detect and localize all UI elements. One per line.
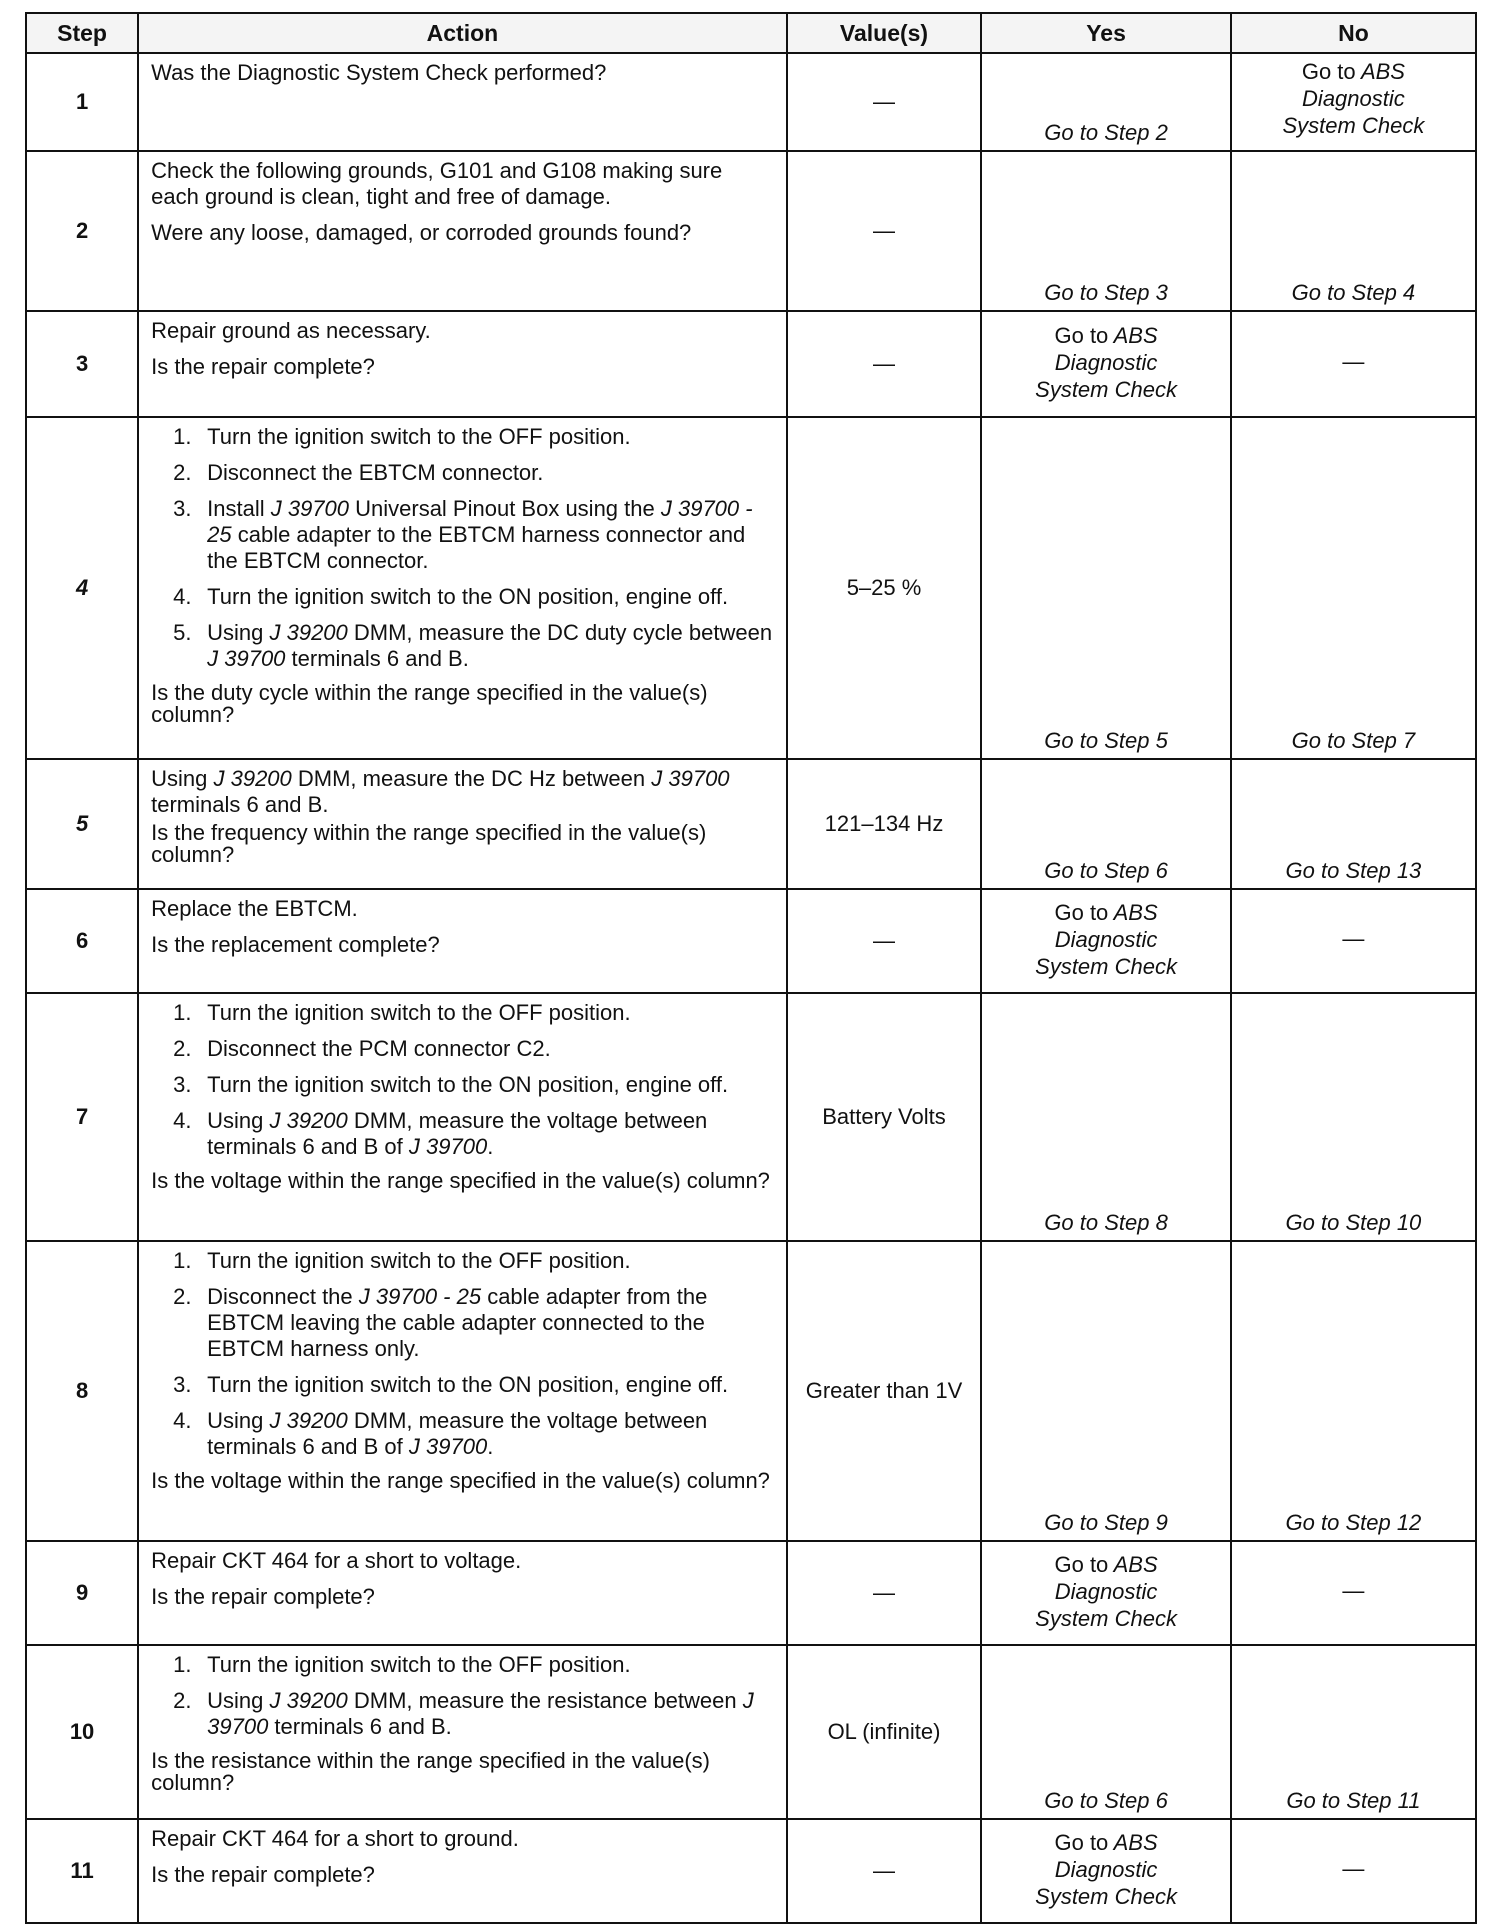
table-row: [26, 1645, 1476, 1819]
no-cell: [1231, 417, 1476, 759]
no-dash: —: [1342, 349, 1365, 374]
yes-cell: [981, 311, 1231, 417]
action-question: Is the voltage within the range specified in the value(s) column?: [151, 1468, 770, 1493]
list-item: 1. Turn the ignition switch to the OFF position.: [173, 1000, 631, 1025]
action-question: Is the resistance within the range specified in the value(s) column?: [151, 1748, 710, 1795]
list-item: 3. Turn the ignition switch to the ON position, engine off.: [173, 1072, 729, 1097]
yes-link[interactable]: Go to Step 5: [1044, 728, 1168, 753]
action-cell: [138, 151, 787, 311]
action-text: Was the Diagnostic System Check performed?: [151, 60, 607, 85]
procedure-list: [151, 1652, 776, 1740]
value-cell: [787, 1541, 982, 1645]
value-cell: OL (infinite): [787, 1645, 982, 1819]
yes-link[interactable]: Go to Step 9: [1044, 1510, 1168, 1535]
list-item: 4. Using J 39200 DMM, measure the voltage between terminals 6 and B of J 39700.: [173, 1408, 708, 1459]
yes-cell: [981, 1645, 1231, 1819]
value-dash: —: [873, 218, 895, 243]
value-dash: —: [873, 1858, 895, 1883]
no-dash: —: [1342, 926, 1365, 951]
action-question: Is the repair complete?: [151, 1584, 375, 1609]
yes-link[interactable]: Go to ABS Diagnostic System Check: [1035, 1551, 1177, 1631]
action-cell: [138, 1241, 787, 1541]
yes-link[interactable]: Go to ABS Diagnostic System Check: [1035, 1829, 1177, 1909]
step-number: 10: [26, 1645, 138, 1819]
no-dash: —: [1342, 1578, 1365, 1603]
action-question: Were any loose, damaged, or corroded grounds found?: [151, 220, 692, 245]
action-cell: [138, 1645, 787, 1819]
value-dash: —: [873, 351, 895, 376]
yes-link[interactable]: Go to Step 2: [1044, 120, 1168, 145]
step-number: 6: [26, 889, 138, 993]
action-cell: [138, 311, 787, 417]
action-text: Repair CKT 464 for a short to ground.: [151, 1826, 519, 1851]
table-row: [26, 889, 1476, 993]
table-row: [26, 1241, 1476, 1541]
value-cell: [787, 151, 982, 311]
no-cell: [1231, 1241, 1476, 1541]
value-cell: 5–25 %: [787, 417, 982, 759]
no-cell: [1231, 759, 1476, 889]
table-row: [26, 1819, 1476, 1923]
action-text: Repair CKT 464 for a short to voltage.: [151, 1548, 522, 1573]
yes-link[interactable]: Go to Step 8: [1044, 1210, 1168, 1235]
step-number: 5: [26, 759, 138, 889]
yes-cell: [981, 53, 1231, 151]
action-cell: [138, 53, 787, 151]
yes-cell: [981, 417, 1231, 759]
action-cell: [138, 1541, 787, 1645]
no-link[interactable]: Go to Step 10: [1285, 1210, 1422, 1235]
list-item: 2. Disconnect the J 39700 - 25 cable adapter from the EBTCM leaving the cable adapter connected to the EBTCM harness only.: [173, 1284, 708, 1361]
action-cell: [138, 1819, 787, 1923]
action-question: Is the duty cycle within the range specified in the value(s) column?: [151, 680, 708, 727]
step-number: 3: [26, 311, 138, 417]
table-row: [26, 759, 1476, 889]
step-number: 11: [26, 1819, 138, 1923]
value-cell: [787, 1819, 982, 1923]
action-text: Repair ground as necessary.: [151, 318, 431, 343]
action-question: Is the frequency within the range specified in the value(s) column?: [151, 820, 707, 867]
table-row: [26, 311, 1476, 417]
action-question: Is the repair complete?: [151, 1862, 375, 1887]
table-row: [26, 151, 1476, 311]
list-item: 2. Disconnect the EBTCM connector.: [173, 460, 544, 485]
procedure-list: [151, 424, 776, 672]
list-item: 5. Using J 39200 DMM, measure the DC duty cycle between J 39700 terminals 6 and B.: [173, 620, 773, 671]
no-cell: [1231, 993, 1476, 1241]
list-item: 3. Install J 39700 Universal Pinout Box using the J 39700 - 25 cable adapter to the EBTCM harness connector and the EBTCM connector.: [173, 496, 753, 573]
action-cell: [138, 759, 787, 889]
action-question: Is the replacement complete?: [151, 932, 440, 957]
header-action: Action: [138, 13, 787, 53]
value-dash: —: [873, 928, 895, 953]
no-cell: [1231, 311, 1476, 417]
no-cell: [1231, 1819, 1476, 1923]
step-number: 2: [26, 151, 138, 311]
action-question: Is the repair complete?: [151, 354, 375, 379]
procedure-list: [151, 1248, 776, 1460]
value-dash: —: [873, 1580, 895, 1605]
diagnostic-table: [25, 12, 1477, 1924]
yes-link[interactable]: Go to Step 3: [1044, 280, 1168, 305]
no-link[interactable]: Go to Step 7: [1291, 728, 1416, 753]
value-cell: [787, 889, 982, 993]
action-cell: [138, 889, 787, 993]
no-dash: —: [1342, 1856, 1365, 1881]
yes-link[interactable]: Go to Step 6: [1044, 858, 1168, 883]
list-item: 1. Turn the ignition switch to the OFF position.: [173, 424, 631, 449]
header-step: Step: [26, 13, 138, 53]
value-cell: Battery Volts: [787, 993, 982, 1241]
yes-cell: [981, 993, 1231, 1241]
yes-cell: [981, 759, 1231, 889]
value-cell: [787, 53, 982, 151]
action-cell: [138, 417, 787, 759]
step-number: 8: [26, 1241, 138, 1541]
no-cell: [1231, 1645, 1476, 1819]
table-row: [26, 417, 1476, 759]
yes-cell: [981, 151, 1231, 311]
yes-cell: [981, 889, 1231, 993]
value-cell: 121–134 Hz: [787, 759, 982, 889]
list-item: 1. Turn the ignition switch to the OFF position.: [173, 1248, 631, 1273]
step-number: 7: [26, 993, 138, 1241]
table-row: [26, 1541, 1476, 1645]
table-header-row: [26, 13, 1476, 53]
yes-cell: [981, 1819, 1231, 1923]
procedure-list: [151, 1000, 776, 1160]
header-no: No: [1231, 13, 1476, 53]
action-text: Check the following grounds, G101 and G108 making sure each ground is clean, tight and free of damage.: [151, 158, 723, 209]
step-number: 9: [26, 1541, 138, 1645]
no-cell: [1231, 53, 1476, 151]
yes-link[interactable]: Go to Step 6: [1044, 1788, 1168, 1813]
no-cell: [1231, 151, 1476, 311]
value-dash: —: [873, 89, 895, 114]
action-text: Replace the EBTCM.: [151, 896, 358, 921]
header-yes: Yes: [981, 13, 1231, 53]
list-item: 4. Using J 39200 DMM, measure the voltage between terminals 6 and B of J 39700.: [173, 1108, 708, 1159]
step-number: 4: [26, 417, 138, 759]
table-row: [26, 53, 1476, 151]
value-cell: Greater than 1V: [787, 1241, 982, 1541]
no-cell: [1231, 889, 1476, 993]
no-cell: [1231, 1541, 1476, 1645]
yes-link[interactable]: Go to ABS Diagnostic System Check: [1035, 899, 1177, 979]
action-cell: [138, 993, 787, 1241]
action-text: Using J 39200 DMM, measure the DC Hz between J 39700 terminals 6 and B.: [151, 766, 730, 817]
table-row: [26, 993, 1476, 1241]
list-item: 2. Using J 39200 DMM, measure the resistance between J 39700 terminals 6 and B.: [173, 1688, 754, 1739]
list-item: 1. Turn the ignition switch to the OFF position.: [173, 1652, 631, 1677]
yes-cell: [981, 1241, 1231, 1541]
action-question: Is the voltage within the range specified in the value(s) column?: [151, 1168, 770, 1193]
no-link[interactable]: Go to Step 13: [1285, 858, 1422, 883]
step-number: 1: [26, 53, 138, 151]
no-link[interactable]: Go to Step 12: [1285, 1510, 1422, 1535]
header-values: Value(s): [787, 13, 982, 53]
list-item: 2. Disconnect the PCM connector C2.: [173, 1036, 551, 1061]
yes-link[interactable]: Go to ABS Diagnostic System Check: [1035, 322, 1177, 402]
no-link[interactable]: Go to ABS Diagnostic System Check: [1282, 59, 1425, 138]
list-item: 3. Turn the ignition switch to the ON position, engine off.: [173, 1372, 729, 1397]
value-cell: [787, 311, 982, 417]
yes-cell: [981, 1541, 1231, 1645]
no-link[interactable]: Go to Step 11: [1286, 1788, 1421, 1813]
no-link[interactable]: Go to Step 4: [1291, 280, 1416, 305]
list-item: 4. Turn the ignition switch to the ON position, engine off.: [173, 584, 729, 609]
